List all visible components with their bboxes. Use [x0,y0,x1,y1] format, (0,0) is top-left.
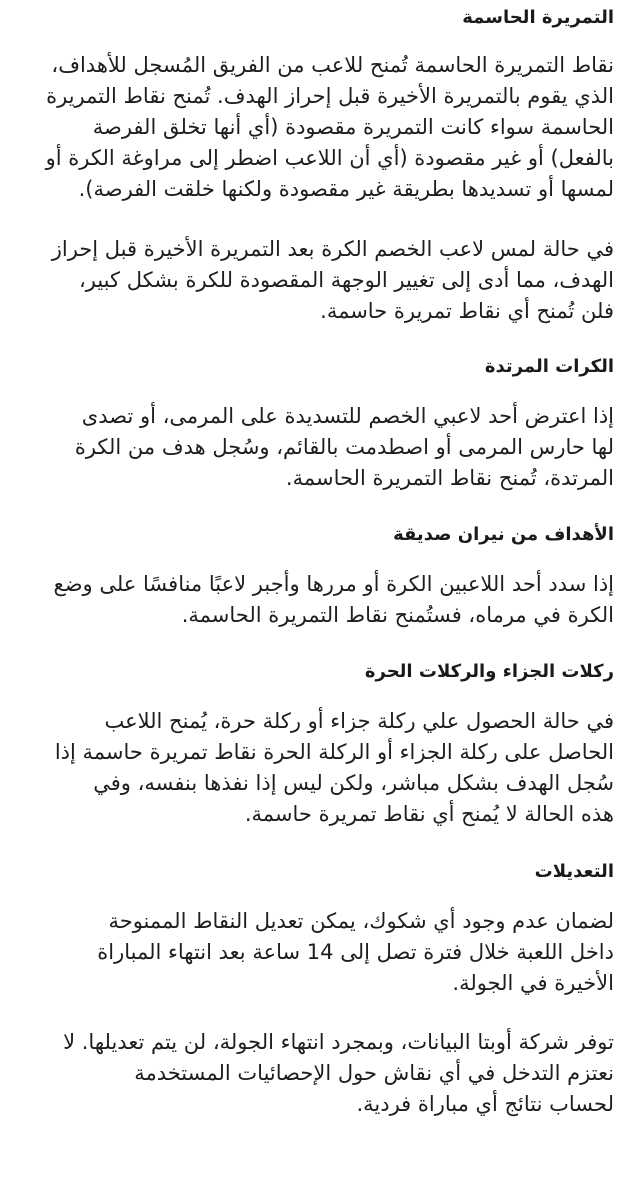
text-line: لضمان عدم وجود أي شكوك، يمكن تعديل النقاط الممنوحة [108,909,614,933]
paragraph-penalties-free-kicks [14,706,614,830]
paragraph-adjustments-window [14,906,614,999]
section-title-assist: التمريرة الحاسمة [462,7,614,28]
paragraph-own-goals [14,569,614,631]
text-line: لمسها أو تسديدها بطريقة غير مقصودة ولكنها خلقت الفرصة). [78,177,614,201]
text-line: الحاصل على ركلة الجزاء أو الركلة الحرة نقاط تمريرة حاسمة إذا [54,740,614,764]
paragraph-assist-deflection [14,234,614,327]
text-line: لها حارس المرمى أو اصطدمت بالقائم، وسُجل هدف من الكرة [74,435,614,459]
text-line: نقاط التمريرة الحاسمة تُمنح للاعب من الفريق المُسجل للأهداف، [51,53,614,77]
text-line: نعتزم التدخل في أي نقاش حول الإحصائيات المستخدمة [134,1061,614,1085]
paragraph-adjustments-opta [14,1027,614,1120]
text-line: الأخيرة في الجولة. [452,971,614,995]
text-line: إذا اعترض أحد لاعبي الخصم للتسديدة على المرمى، أو تصدى [81,404,614,428]
text-line: بالفعل) أو غير مقصودة (أي أن اللاعب اضطر إلى مراوغة الكرة أو [45,146,614,170]
section-title-penalties-free-kicks: ركلات الجزاء والركلات الحرة [364,661,614,682]
section-title-own-goals: الأهداف من نيران صديقة [393,524,614,545]
text-line: فلن تُمنح أي نقاط تمريرة حاسمة. [320,299,614,323]
text-line: المرتدة، تُمنح نقاط التمريرة الحاسمة. [285,466,614,490]
text-line: هذه الحالة لا يُمنح أي نقاط تمريرة حاسمة. [244,802,614,826]
section-title-rebounds: الكرات المرتدة [484,356,614,377]
text-line: الهدف، مما أدى إلى تغيير الوجهة المقصودة للكرة بشكل كبير، [78,268,614,292]
text-line: سُجل الهدف بشكل مباشر، ولكن ليس إذا نفذها بنفسه، وفي [93,771,614,795]
text-line: داخل اللعبة خلال فترة تصل إلى 14 ساعة بعد انتهاء المباراة [97,940,614,964]
paragraph-assist-definition [14,50,614,205]
text-line: الحاسمة سواء كانت التمريرة مقصودة (أي أنها تخلق الفرصة [92,115,614,139]
text-line: لحساب نتائج أي مباراة فردية. [356,1092,614,1116]
text-line: الكرة في مرماه، فستُمنح نقاط التمريرة الحاسمة. [181,603,614,627]
text-line: في حالة لمس لاعب الخصم الكرة بعد التمريرة الأخيرة قبل إحراز [51,237,614,261]
text-line: الذي يقوم بالتمريرة الأخيرة قبل إحراز الهدف. تُمنح نقاط التمريرة [46,84,614,108]
text-line: إذا سدد أحد اللاعبين الكرة أو مررها وأجبر لاعبًا منافسًا على وضع [53,572,614,596]
section-title-adjustments: التعديلات [534,861,614,882]
paragraph-rebounds [14,401,614,494]
text-line: في حالة الحصول علي ركلة جزاء أو ركلة حرة، يُمنح اللاعب [104,709,614,733]
text-line: توفر شركة أوبتا البيانات، وبمجرد انتهاء الجولة، لن يتم تعديلها. لا [63,1030,614,1054]
